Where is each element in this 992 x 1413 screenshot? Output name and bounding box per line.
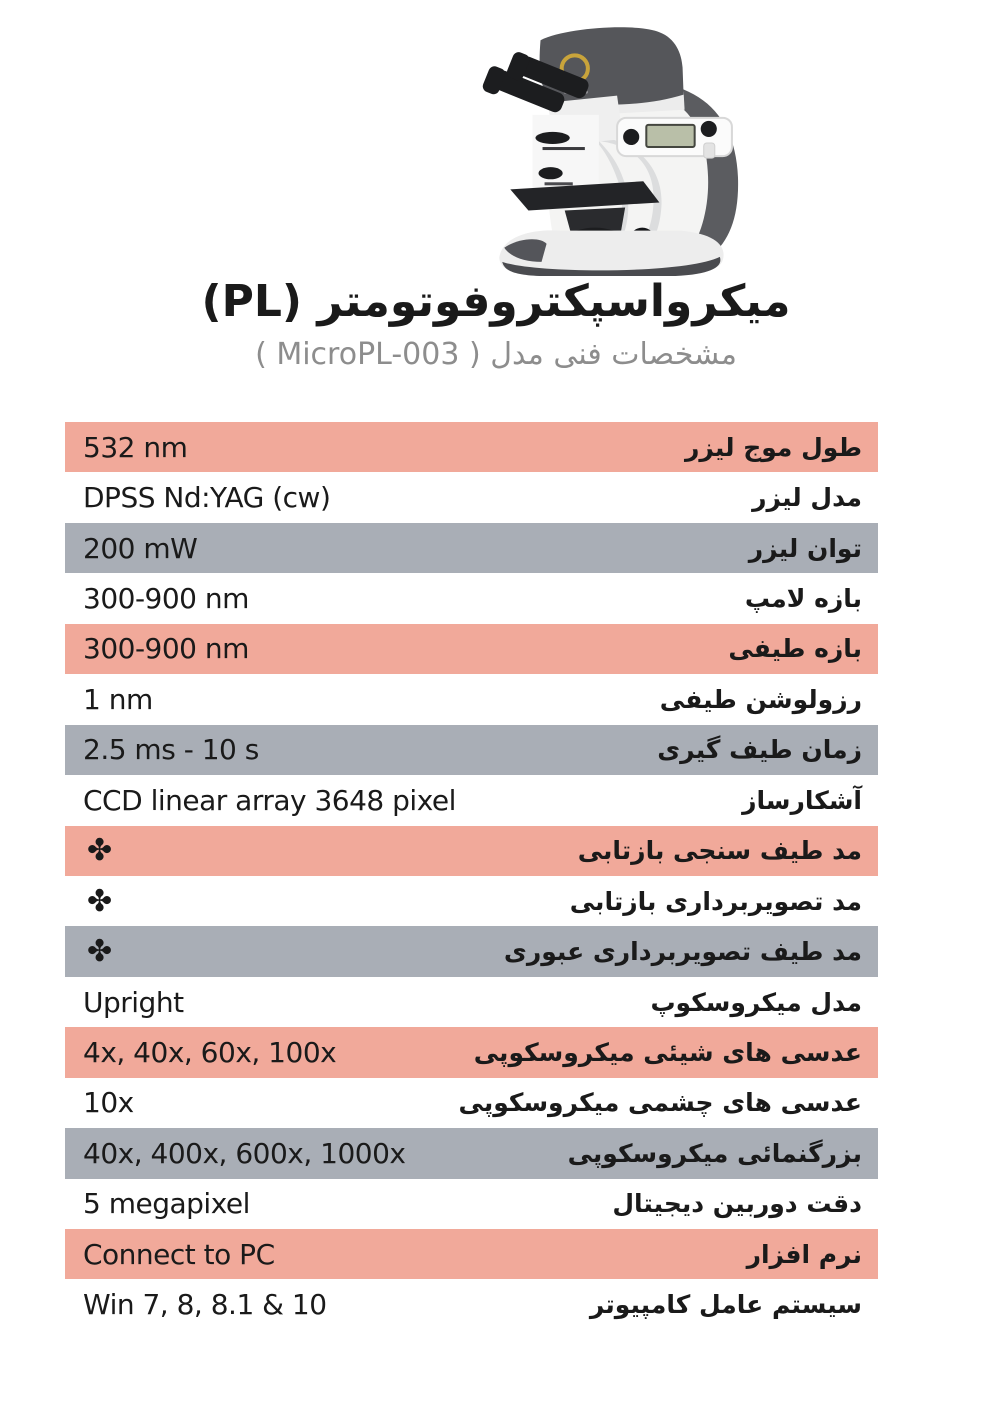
spec-row <box>65 523 878 573</box>
spec-value: Upright <box>83 985 184 1019</box>
spec-label: مدل میکروسکوپ <box>650 987 862 1017</box>
spec-label: عدسی های شیئی میکروسکوپی <box>473 1037 862 1067</box>
spec-label: زمان طیف گیری <box>657 735 862 765</box>
spec-value: 5 megapixel <box>83 1187 250 1221</box>
spec-row <box>65 977 878 1027</box>
microscope-illustration <box>440 6 770 278</box>
spec-label: نرم افزار <box>746 1239 862 1269</box>
spec-table <box>65 422 878 1330</box>
microscope-image <box>440 6 770 278</box>
spec-row <box>65 725 878 775</box>
title-block <box>0 276 992 373</box>
spec-row <box>65 1078 878 1128</box>
spec-row <box>65 1229 878 1279</box>
spec-value: ✤ <box>87 934 113 970</box>
spec-value: 1 nm <box>83 682 153 716</box>
spec-label: مدل لیزر <box>752 483 862 513</box>
spec-value: 10x <box>83 1086 134 1120</box>
spec-row <box>65 573 878 623</box>
spec-row <box>65 926 878 976</box>
spec-row <box>65 1128 878 1178</box>
spec-row <box>65 624 878 674</box>
spec-label: بازه طیفی <box>728 634 862 664</box>
page-title: میکرواسپکتروفوتومتر (PL) <box>201 276 791 327</box>
spec-row <box>65 422 878 472</box>
spec-value: 300-900 nm <box>83 582 249 616</box>
spec-row <box>65 876 878 926</box>
spec-row <box>65 775 878 825</box>
spec-label: مد طیف تصویربرداری عبوری <box>503 937 862 967</box>
spec-label: آشکارساز <box>742 785 862 815</box>
spec-value: 532 nm <box>83 430 188 464</box>
spec-row <box>65 674 878 724</box>
spec-value: DPSS Nd:YAG (cw) <box>83 481 331 515</box>
spec-value: CCD linear array 3648 pixel <box>83 783 456 817</box>
page-subtitle: مشخصات فنی مدل ( MicroPL-003 ) <box>255 336 737 372</box>
spec-value: ✤ <box>87 833 113 869</box>
spec-label: مد تصویربرداری بازتابی <box>569 886 862 916</box>
spec-value: 200 mW <box>83 531 198 565</box>
spec-row <box>65 826 878 876</box>
spec-label: مد طیف سنجی بازتابی <box>577 836 862 866</box>
spec-value: 2.5 ms - 10 s <box>83 733 259 767</box>
spec-label: سیستم عامل کامپیوتر <box>589 1290 862 1320</box>
spec-label: دقت دوربین دیجیتال <box>612 1189 862 1219</box>
spec-row <box>65 1279 878 1329</box>
spec-label: بزرگنمائی میکروسکوپی <box>567 1138 862 1168</box>
spec-row <box>65 472 878 522</box>
spec-label: توان لیزر <box>748 533 862 563</box>
spec-label: عدسی های چشمی میکروسکوپی <box>458 1088 862 1118</box>
spec-value: 40x, 400x, 600x, 1000x <box>83 1136 406 1170</box>
spec-value: Connect to PC <box>83 1237 275 1271</box>
spec-label: بازه لامپ <box>744 584 862 614</box>
spec-value: 300-900 nm <box>83 632 249 666</box>
spec-value: ✤ <box>87 883 113 919</box>
spec-value: 4x, 40x, 60x, 100x <box>83 1035 337 1069</box>
spec-row <box>65 1027 878 1077</box>
spec-value: Win 7, 8, 8.1 & 10 <box>83 1288 327 1322</box>
spec-label: رزولوشن طیفی <box>659 684 862 714</box>
lcd-display <box>646 125 694 147</box>
spec-label: طول موج لیزر <box>684 432 862 462</box>
spec-row <box>65 1179 878 1229</box>
